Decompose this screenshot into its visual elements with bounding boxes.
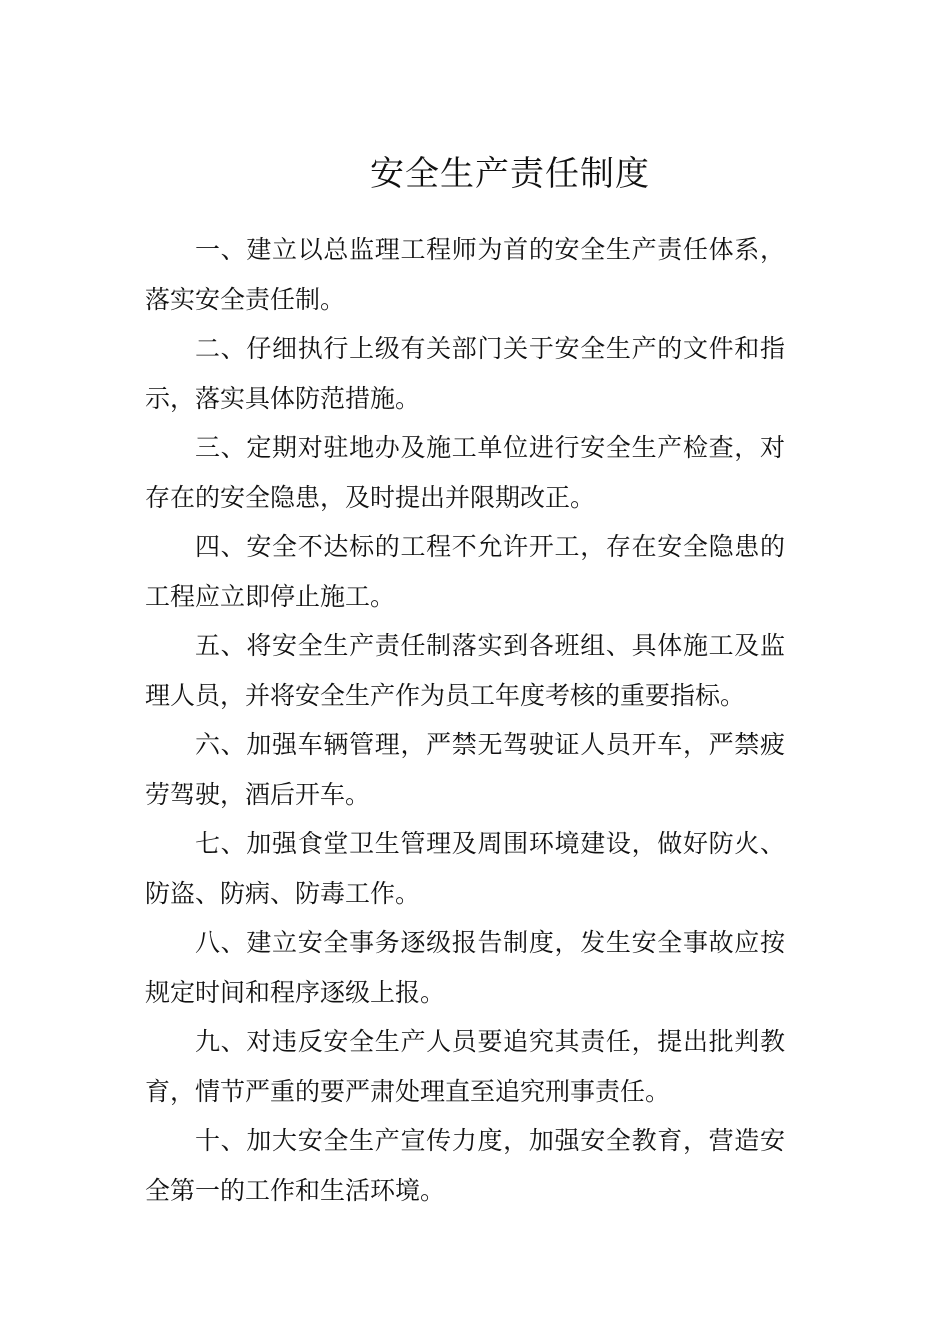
document-title: 安全生产责任制度	[370, 154, 650, 194]
paragraph-6: 六、加强车辆管理，严禁无驾驶证人员开车，严禁疲劳驾驶，酒后开车。	[145, 730, 785, 809]
paragraph-8: 八、建立安全事务逐级报告制度，发生安全事故应按规定时间和程序逐级上报。	[145, 928, 785, 1007]
document-body	[145, 225, 785, 1215]
paragraph-10: 十、加大安全生产宣传力度，加强安全教育，营造安全第一的工作和生活环境。	[145, 1126, 785, 1205]
paragraph-2: 二、仔细执行上级有关部门关于安全生产的文件和指示，落实具体防范措施。	[145, 334, 785, 413]
paragraph-3: 三、定期对驻地办及施工单位进行安全生产检查，对存在的安全隐患，及时提出并限期改正。	[145, 433, 785, 512]
paragraph-7: 七、加强食堂卫生管理及周围环境建设，做好防火、防盗、防病、防毒工作。	[145, 829, 785, 908]
paragraph-4: 四、安全不达标的工程不允许开工，存在安全隐患的工程应立即停止施工。	[145, 532, 785, 611]
paragraph-5: 五、将安全生产责任制落实到各班组、具体施工及监理人员，并将安全生产作为员工年度考核的重要指标。	[145, 631, 785, 710]
paragraph-1: 一、建立以总监理工程师为首的安全生产责任体系，落实安全责任制。	[145, 235, 785, 314]
paragraph-9: 九、对违反安全生产人员要追究其责任，提出批判教育，情节严重的要严肃处理直至追究刑事责任。	[145, 1027, 785, 1106]
